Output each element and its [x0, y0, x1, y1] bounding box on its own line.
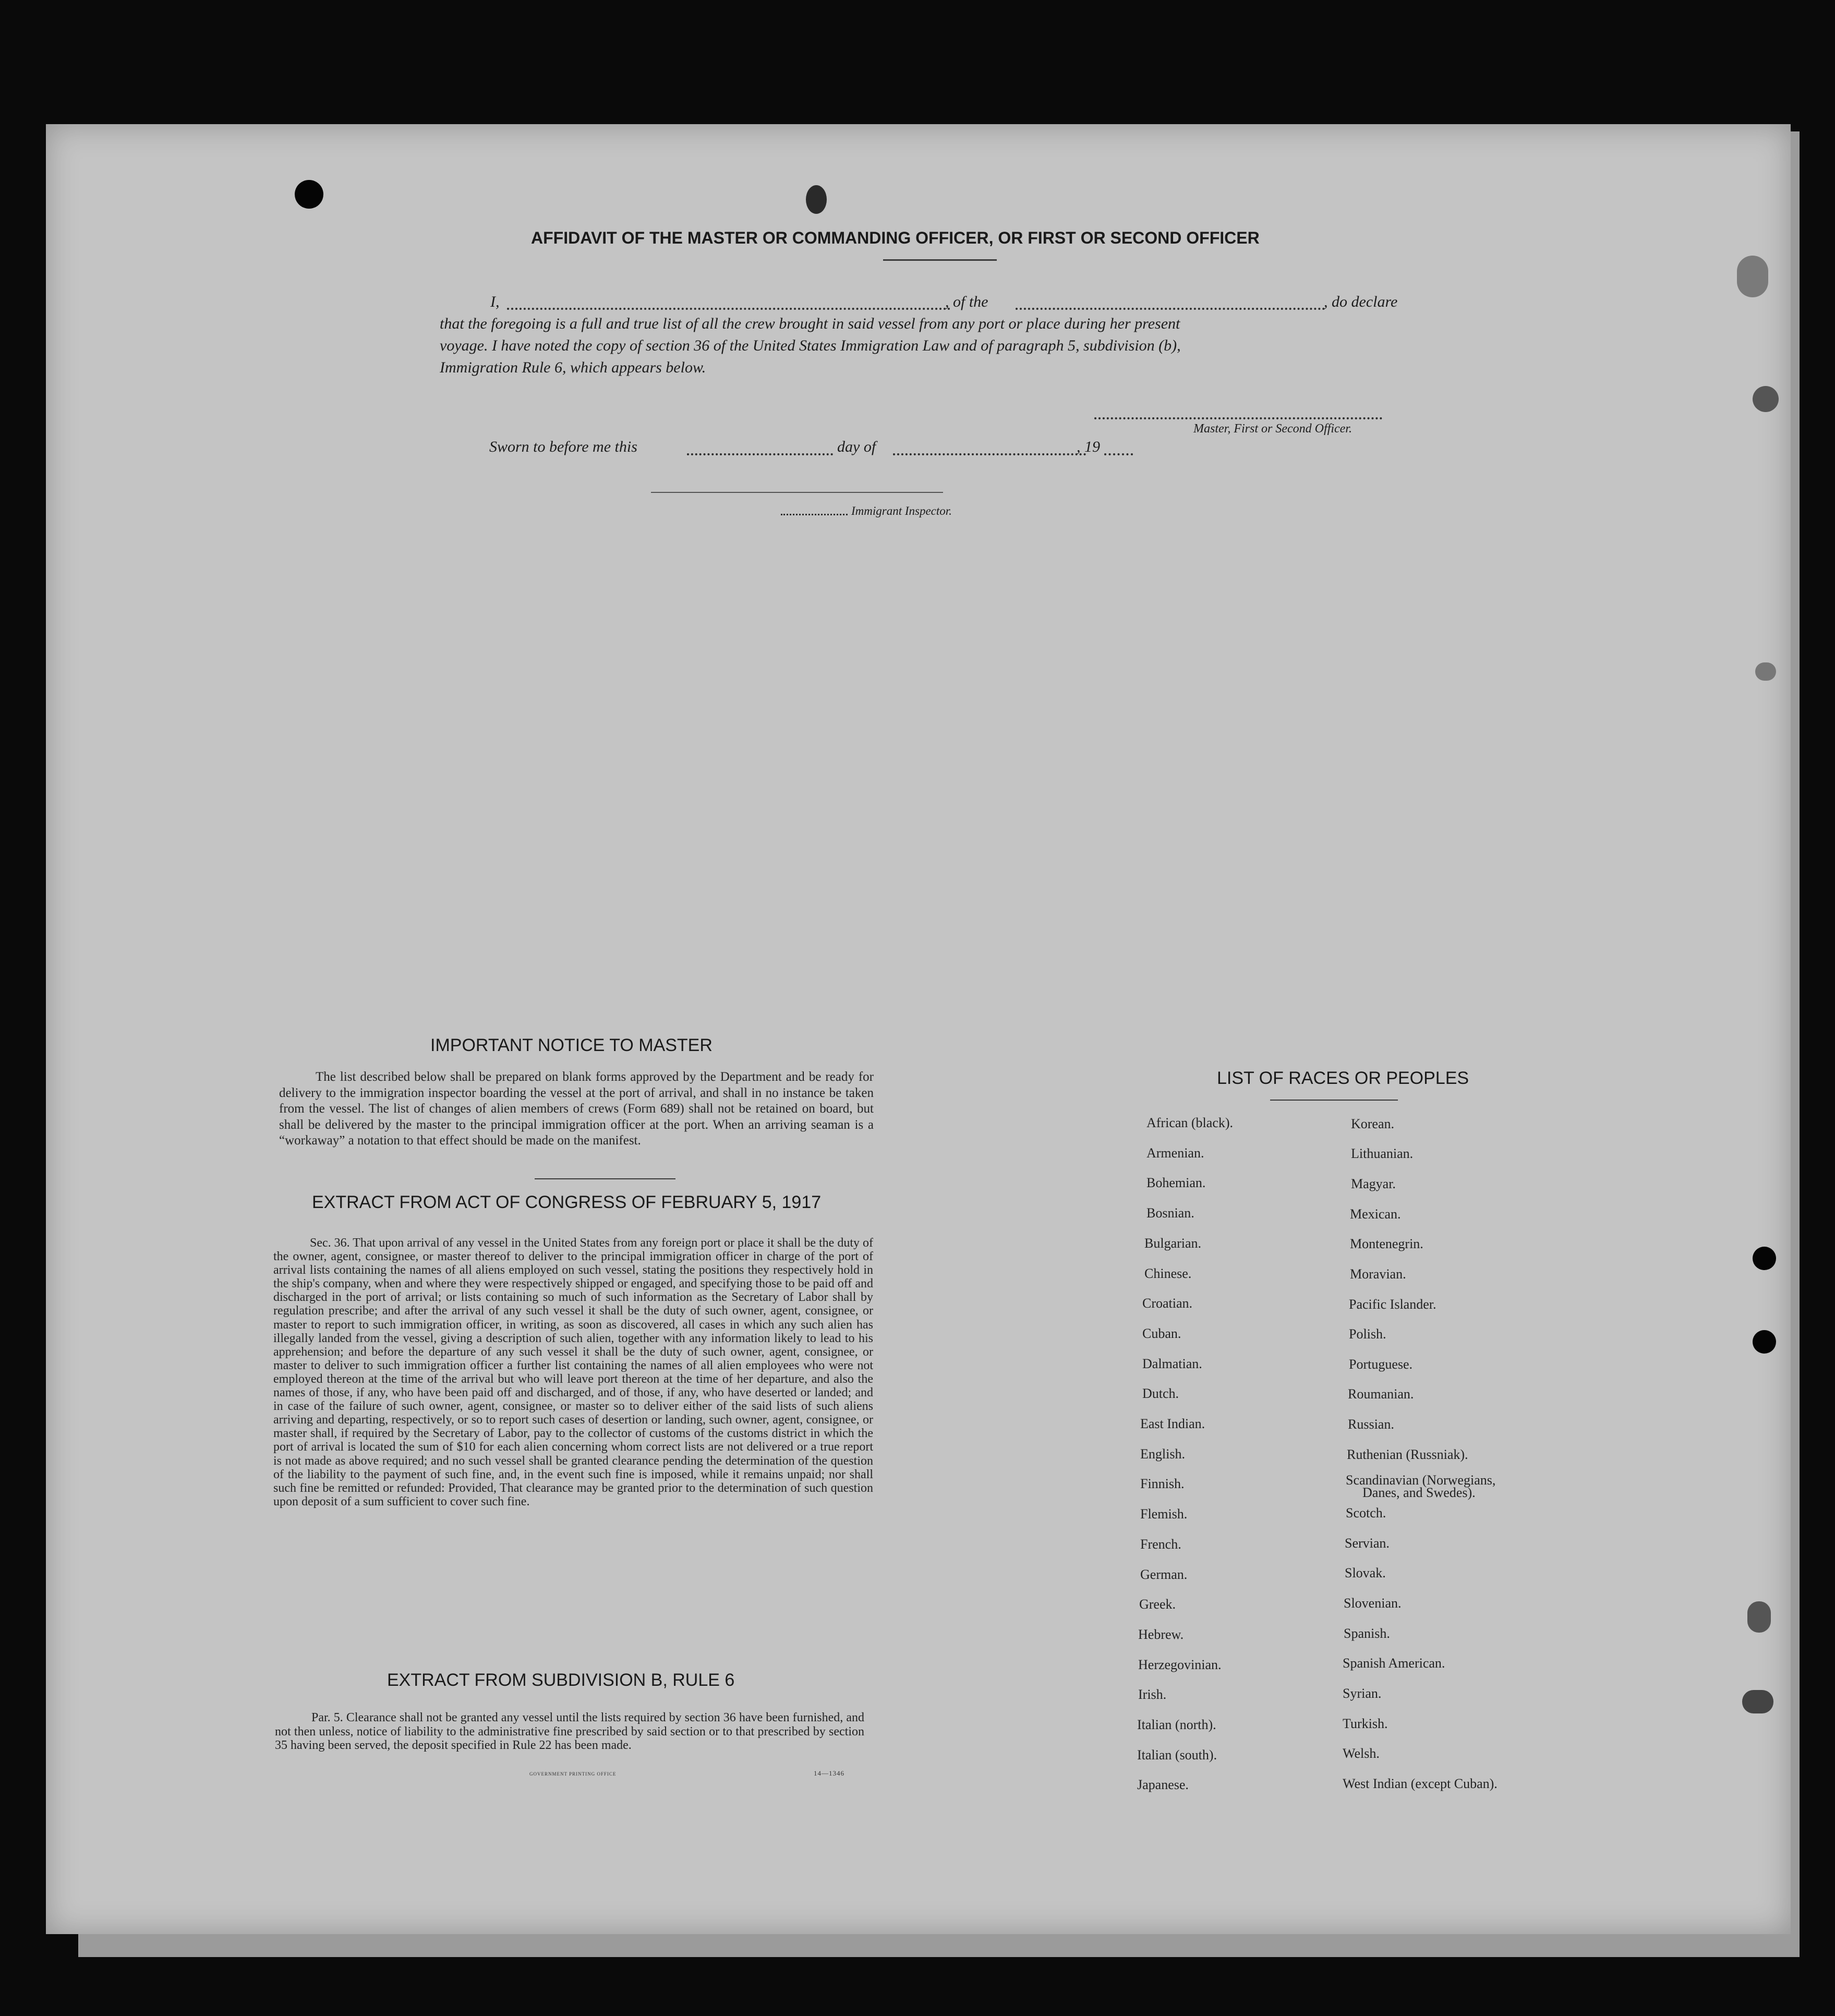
notice-title: IMPORTANT NOTICE TO MASTER	[430, 1035, 713, 1055]
torn-tab	[1737, 256, 1768, 297]
race-item: Italian (south).	[1137, 1747, 1217, 1763]
rule-title: EXTRACT FROM SUBDIVISION B, RULE 6	[387, 1670, 735, 1690]
race-item: Syrian.	[1343, 1686, 1382, 1701]
inspector-label: Immigrant Inspector.	[851, 504, 952, 517]
master-signature-label: Master, First or Second Officer.	[1193, 422, 1352, 436]
notice-rule	[535, 1178, 675, 1179]
race-item: Herzegovinian.	[1138, 1657, 1222, 1672]
sworn-text: Sworn to before me this	[489, 438, 637, 455]
race-item: Japanese.	[1137, 1777, 1189, 1792]
race-item: Korean.	[1351, 1116, 1395, 1131]
punch-hole	[1753, 1247, 1776, 1270]
race-item: Magyar.	[1351, 1176, 1396, 1191]
race-item: Cuban.	[1142, 1326, 1181, 1341]
rule-body	[275, 1711, 864, 1753]
race-item: African (black).	[1146, 1115, 1234, 1130]
race-item: Flemish.	[1140, 1506, 1188, 1522]
race-item: German.	[1140, 1567, 1188, 1582]
torn-tab	[1747, 1601, 1771, 1633]
race-item: Montenegrin.	[1350, 1236, 1423, 1251]
affidavit-line4: Immigration Rule 6, which appears below.	[440, 359, 706, 376]
torn-tab	[1753, 386, 1779, 412]
race-item: Roumanian.	[1348, 1386, 1414, 1402]
affidavit-line1-end: , do declare	[1324, 293, 1398, 310]
race-item: Hebrew.	[1138, 1627, 1184, 1642]
race-item: Mexican.	[1350, 1206, 1401, 1222]
sworn-year: , 19	[1077, 438, 1100, 455]
race-item: Bohemian.	[1146, 1175, 1206, 1190]
race-item: Spanish.	[1344, 1626, 1390, 1641]
race-item: Pacific Islander.	[1349, 1297, 1436, 1312]
punch-hole	[1753, 1330, 1776, 1354]
race-item: Dutch.	[1142, 1386, 1179, 1401]
race-item: English.	[1140, 1446, 1185, 1462]
race-item: Lithuanian.	[1351, 1146, 1414, 1161]
form-number: 14—1346	[814, 1769, 844, 1777]
races-title-rule	[1270, 1100, 1398, 1101]
sworn-month-blank[interactable]	[893, 453, 1086, 455]
punch-hole	[295, 180, 323, 209]
race-item: Russian.	[1348, 1417, 1394, 1432]
affidavit-title-rule	[883, 259, 997, 261]
act-title: EXTRACT FROM ACT OF CONGRESS OF FEBRUARY 5, 1917	[312, 1192, 822, 1212]
race-item: Turkish.	[1343, 1716, 1388, 1731]
race-item: Scotch.	[1346, 1505, 1386, 1520]
race-item: West Indian (except Cuban).	[1343, 1776, 1498, 1791]
race-item: Danes, and Swedes).	[1362, 1485, 1476, 1500]
name-blank[interactable]	[507, 308, 950, 310]
notice-body	[279, 1069, 874, 1149]
race-item: Polish.	[1349, 1326, 1386, 1342]
race-item: Scandinavian (Norwegians,	[1346, 1472, 1496, 1488]
race-item: Croatian.	[1142, 1296, 1193, 1311]
inspector-dots	[781, 514, 848, 515]
affidavit-line1-of: , of the	[945, 293, 988, 310]
act-body-text: Sec. 36. That upon arrival of any vessel in the United States from any foreign port or place it shall be the duty of the owner, agent, consignee, or master thereof to deliver to the principal immigration officer in charge of the port of arrival lists containing the names of all aliens employed on such vessel, stating the positions they respectively hold in the ship's company, when and where they were respectively shipped or engaged, and specifying those to be paid off and discharged in the port of arrival; or lists containing so much of such information as the Secretary of Labor shall by regulation prescribe; and after the arrival of any such vessel it shall be the duty of such owner, agent, consignee, or master to report to such immigration officer, in writing, as soon as discovered, all cases in which any such alien has illegally landed from the vessel, giving a description of such alien, together with any information likely to lead to his apprehension; and before the departure of any such vessel it shall be the duty of such owner, agent, consignee, or master to deliver to such immigration officer a further list containing the names of all alien employees who were not employed thereon at the time of the arrival but who will leave port thereon at the time of her departure, and also the names of those, if any, who have been paid off and discharged, and of those, if any, who have deserted or landed; and in case of the failure of such owner, agent, consignee, or master so to deliver either of the said lists of such aliens arriving and departing, respectively, or so to report such cases of desertion or landing, such owner, agent, consignee, or master shall, if required by the Secretary of Labor, pay to the collector of customs of the customs district in which the port of arrival is located the sum of $10 for each alien concerning whom correct lists are not delivered or a true report is not made as above required; and no such vessel shall be granted clearance pending the determination of the question of the liability to the payment of such fine, and, in the event such fine is imposed, while it remains unpaid; nor shall such fine be remitted or refunded: Provided, That clearance may be granted prior to the determination of such question upon deposit of a sum sufficient to cover such fine.	[273, 1236, 873, 1508]
race-item: Moravian.	[1350, 1266, 1406, 1282]
race-item: Chinese.	[1144, 1266, 1192, 1281]
sworn-day-blank[interactable]	[687, 453, 833, 455]
affidavit-title: AFFIDAVIT OF THE MASTER OR COMMANDING OFFICER, OR FIRST OR SECOND OFFICER	[531, 228, 1260, 247]
affidavit-line3: voyage. I have noted the copy of section 36 of the United States Immigration Law and of paragraph 5, subdivision (b),	[440, 337, 1181, 354]
inspector-signature-line[interactable]	[651, 492, 943, 493]
sworn-year-blank[interactable]	[1104, 453, 1133, 455]
torn-tab	[1755, 662, 1776, 681]
race-item: Spanish American.	[1343, 1656, 1445, 1671]
race-item: Slovak.	[1345, 1565, 1386, 1580]
race-item: Bosnian.	[1146, 1205, 1194, 1221]
affidavit-line1-start: I,	[490, 293, 500, 310]
race-item: Italian (north).	[1137, 1717, 1216, 1732]
races-title: LIST OF RACES OR PEOPLES	[1217, 1068, 1469, 1088]
race-item: Servian.	[1345, 1536, 1390, 1551]
torn-tab	[1742, 1690, 1773, 1713]
race-item: Bulgarian.	[1144, 1236, 1202, 1251]
document-sheet	[46, 124, 1791, 1934]
race-item: Welsh.	[1343, 1746, 1380, 1761]
race-item: Greek.	[1139, 1597, 1176, 1612]
vessel-blank[interactable]	[1016, 308, 1325, 310]
race-item: Portuguese.	[1349, 1357, 1413, 1372]
race-item: East Indian.	[1140, 1416, 1205, 1431]
race-item: French.	[1140, 1537, 1181, 1552]
rule-body-text: Par. 5. Clearance shall not be granted any vessel until the lists required by section 36 have been furnished, and not then unless, notice of liability to the administrative fine prescribed by said section or to that prescribed by section 35 having been served, the deposit specified in Rule 22 has been made.	[275, 1711, 864, 1752]
affidavit-line2: that the foregoing is a full and true list of all the crew brought in said vessel from any port or place during her present	[440, 315, 1180, 332]
notice-body-text: The list described below shall be prepared on blank forms approved by the Department and be ready for delivery to the immigration inspector boarding the vessel at the port of arrival, and shall in no instance be taken from the vessel. The list of changes of alien members of crews (Form 689) shall not be retained on board, but shall be delivered by the master to the principal immigration officer at the port. When an arriving seaman is a “workaway” a notation to that effect should be made on the manifest.	[279, 1070, 874, 1148]
race-item: Armenian.	[1146, 1145, 1204, 1161]
race-item: Irish.	[1138, 1687, 1167, 1702]
printer-imprint: GOVERNMENT PRINTING OFFICE	[529, 1771, 617, 1777]
master-signature-line[interactable]	[1094, 417, 1382, 419]
race-item: Finnish.	[1140, 1476, 1185, 1491]
race-item: Dalmatian.	[1142, 1356, 1202, 1371]
sworn-day-of: day of	[837, 438, 876, 455]
act-body	[273, 1236, 873, 1508]
race-item: Slovenian.	[1344, 1596, 1402, 1611]
punch-hole	[806, 185, 827, 214]
race-item: Ruthenian (Russniak).	[1347, 1447, 1468, 1462]
